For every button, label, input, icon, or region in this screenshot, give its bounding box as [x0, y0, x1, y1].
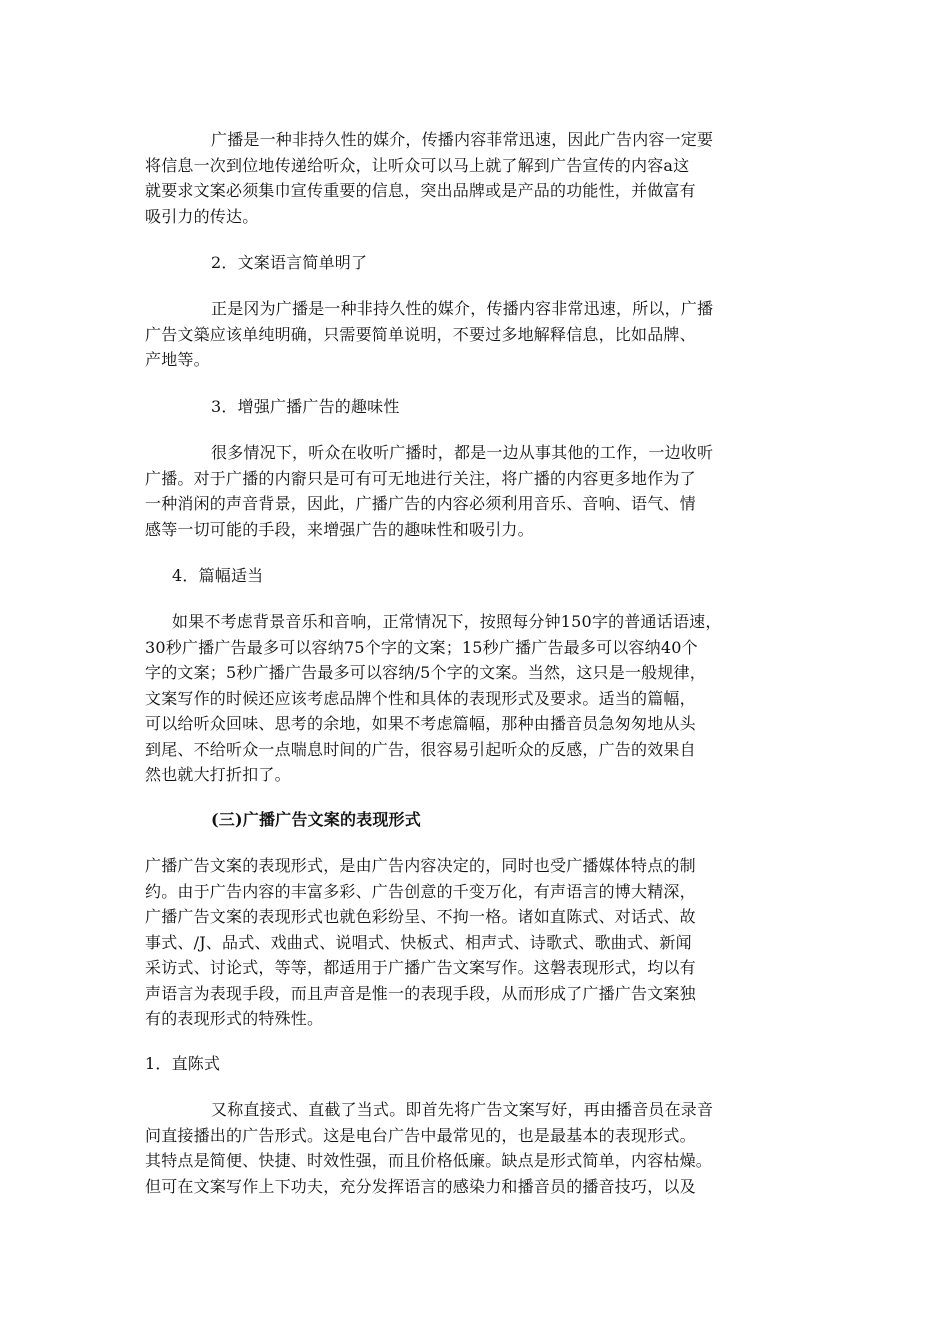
text-line: 声语言为表现手段，而且声音是惟一的表现手段，从而形成了广播广告文案独 [145, 983, 696, 1003]
text-line: 采访式、讨论式，等等，都适用于广播广告文案写作。这磐表现形式，均以有 [145, 958, 696, 977]
text-line: 又称直接式、直截了当式。即首先将广告文案写好，再由播音员在录音 [211, 1100, 714, 1119]
text-line: 就要求文案必须集巾宣传重要的信息，突出品牌或是产品的功能性，并做富有 [145, 181, 696, 200]
section-title-forms [145, 807, 810, 833]
text-line: 吸引力的传达。 [145, 206, 259, 226]
text-line: 其特点是简便、快捷、时效性强，而且价格低廉。缺点是形式简单，内容枯燥。 [145, 1151, 713, 1170]
heading-direct [145, 1051, 810, 1077]
paragraph-nonpersistent-medium [145, 127, 810, 229]
text-line: 广播广告文案的表现形式也就色彩纷呈、不拘一格。诸如直陈式、对话式、故 [145, 907, 696, 926]
text-line: 但可在文案写作上下功夫，充分发挥语言的感染力和播音员的播音技巧，以及 [145, 1176, 696, 1196]
text-line: 事式、/J、品式、戏曲式、说唱式、快板式、相声式、诗歌式、歌曲式、新闻 [145, 932, 692, 952]
text-line: 产地等。 [145, 350, 210, 369]
text-line: 一种消闲的声音背景，因此，广播广告的内容必须利用音乐、音响、语气、情 [145, 494, 696, 513]
section-title: (三)广播广告文案的表现形式 [211, 810, 421, 829]
text-line: 30秒广播广告最多可以容纳75个字的文案；15秒广播广告最多可以容纳40个 [145, 637, 698, 657]
text-line: 正是冈为广播是一种非持久性的媒介，传播内容非常迅速，所以，广播 [211, 299, 714, 318]
heading-text: 3．增强广播广告的趣味性 [211, 397, 400, 416]
paragraph-interest [145, 440, 810, 542]
text-line: 字的文案；5秒广播广告最多可以容纳/5个字的文案。当然，这只是一般规律， [145, 663, 706, 682]
text-line: 广播是一种非持久性的媒介，传播内容菲常迅速，因此广告内容一定要 [211, 130, 714, 149]
text-line: 感等一切可能的手段，来增强广告的趣味性和吸引力。 [145, 519, 534, 539]
heading-text: 1．直陈式 [145, 1054, 221, 1073]
text-line: 如果不考虑背景音乐和音响，正常情况下，按照每分钟150字的普通话语速， [172, 612, 722, 631]
text-line: 广告文築应该单纯明确，只需要简单说明，不要过多地解释信息，比如品牌、 [145, 324, 696, 344]
text-line: 广播广告文案的表现形式，是由广告内容决定的，同时也受广播媒体特点的制 [145, 856, 696, 875]
text-line: 广播。对于广播的内窬只是可有可无地进行关注，将广播的内容更多地作为了 [145, 468, 696, 488]
text-line: 到尾、不给听众一点喘息时间的广告，很容易引起听众的反感，广告的效果自 [145, 739, 696, 759]
paragraph-direct [145, 1097, 810, 1199]
heading-interest [145, 394, 810, 420]
heading-simple-language [145, 250, 810, 276]
paragraph-simple-language [145, 296, 810, 373]
heading-length [145, 563, 810, 589]
text-line: 有的表现形式的特殊性。 [145, 1009, 324, 1028]
text-line: 约。由于广告内容的丰富多彩、广告创意的千变万化，有声语言的博大精深， [145, 881, 696, 901]
text-line: 文案写作的时候还应该考虑品牌个性和具体的表现形式及要求。适当的篇幅， [145, 688, 696, 708]
text-line: 可以给听众回味、思考的余地，如果不考虑篇幅，那种由播音员急匆匆地从头 [145, 714, 696, 733]
text-line: 问直接播出的广告形式。这是电台广告中最常见的，也是最基本的表现形式。 [145, 1125, 696, 1145]
text-line: 然也就大打折扣了。 [145, 765, 291, 784]
heading-text: 2．文案语言简单明了 [211, 253, 368, 272]
paragraph-forms [145, 853, 810, 1032]
paragraph-length [145, 609, 810, 788]
text-line: 很多情况下，听众在收听广播时，都是一边从事其他的工作，一边收听 [211, 443, 714, 462]
text-line: 将信息一次到位地传递给听众，让听众可以马上就了解到广告宣传的内容a这 [145, 155, 690, 175]
heading-text: 4．篇幅适当 [172, 566, 264, 585]
